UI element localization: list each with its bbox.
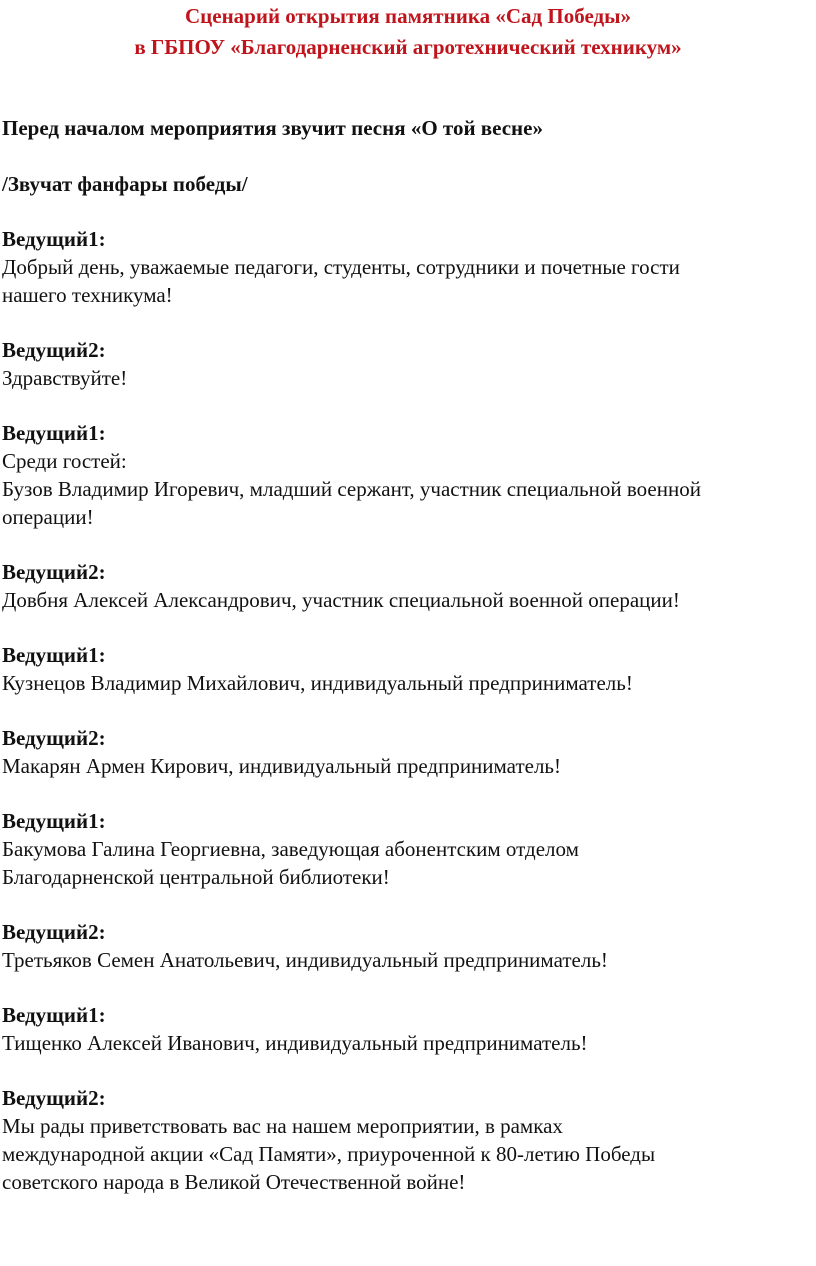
dialog-block <box>2 558 814 614</box>
speech-line: Третьяков Семен Анатольевич, индивидуальный предприниматель! <box>2 948 608 972</box>
title-line-1: Сценарий открытия памятника «Сад Победы» <box>184 4 632 28</box>
speaker-label: Ведущий1: <box>2 809 106 833</box>
speech-line: Среди гостей: <box>2 449 127 473</box>
intro-section <box>2 114 814 198</box>
document-title <box>0 0 816 62</box>
dialog-block <box>2 225 814 309</box>
speech-line: Довбня Алексей Александрович, участник специальной военной операции! <box>2 588 680 612</box>
speech-line: Бузов Владимир Игоревич, младший сержант, участник специальной военной <box>2 477 701 501</box>
speaker-label: Ведущий1: <box>2 227 106 251</box>
speech-line: Макарян Армен Кирович, индивидуальный предприниматель! <box>2 754 562 778</box>
speech-line: международной акции «Сад Памяти», приуроченной к 80-летию Победы <box>2 1142 656 1166</box>
speech-line: Тищенко Алексей Иванович, индивидуальный предприниматель! <box>2 1031 588 1055</box>
dialog-block <box>2 641 814 697</box>
speaker-label: Ведущий1: <box>2 421 106 445</box>
speech-line: нашего техникума! <box>2 283 173 307</box>
speaker-label: Ведущий1: <box>2 1003 106 1027</box>
speech-line: Кузнецов Владимир Михайлович, индивидуальный предприниматель! <box>2 671 633 695</box>
speech-line: Бакумова Галина Георгиевна, заведующая абонентским отделом <box>2 837 579 861</box>
speech-line: Здравствуйте! <box>2 366 128 390</box>
speech-line: Мы рады приветствовать вас на нашем мероприятии, в рамках <box>2 1114 563 1138</box>
speaker-label: Ведущий2: <box>2 560 106 584</box>
speaker-label: Ведущий1: <box>2 643 106 667</box>
dialog-block <box>2 1001 814 1057</box>
intro-fanfare-note: /Звучат фанфары победы/ <box>2 172 248 196</box>
dialog-block <box>2 1084 814 1196</box>
speaker-label: Ведущий2: <box>2 338 106 362</box>
title-line-2: в ГБПОУ «Благодарненский агротехнический техникум» <box>134 35 682 59</box>
dialog-block <box>2 724 814 780</box>
dialog-block <box>2 807 814 891</box>
speech-line: операции! <box>2 505 94 529</box>
speech-line: Благодарненской центральной библиотеки! <box>2 865 390 889</box>
intro-song-note: Перед началом мероприятия звучит песня «О той весне» <box>2 116 543 140</box>
speaker-label: Ведущий2: <box>2 1086 106 1110</box>
speaker-label: Ведущий2: <box>2 726 106 750</box>
dialog-block <box>2 336 814 392</box>
speech-line: Добрый день, уважаемые педагоги, студенты, сотрудники и почетные гости <box>2 255 680 279</box>
speaker-label: Ведущий2: <box>2 920 106 944</box>
dialog-block <box>2 918 814 974</box>
speech-line: советского народа в Великой Отечественной войне! <box>2 1170 466 1194</box>
dialog-section <box>2 225 814 1223</box>
dialog-block <box>2 419 814 531</box>
